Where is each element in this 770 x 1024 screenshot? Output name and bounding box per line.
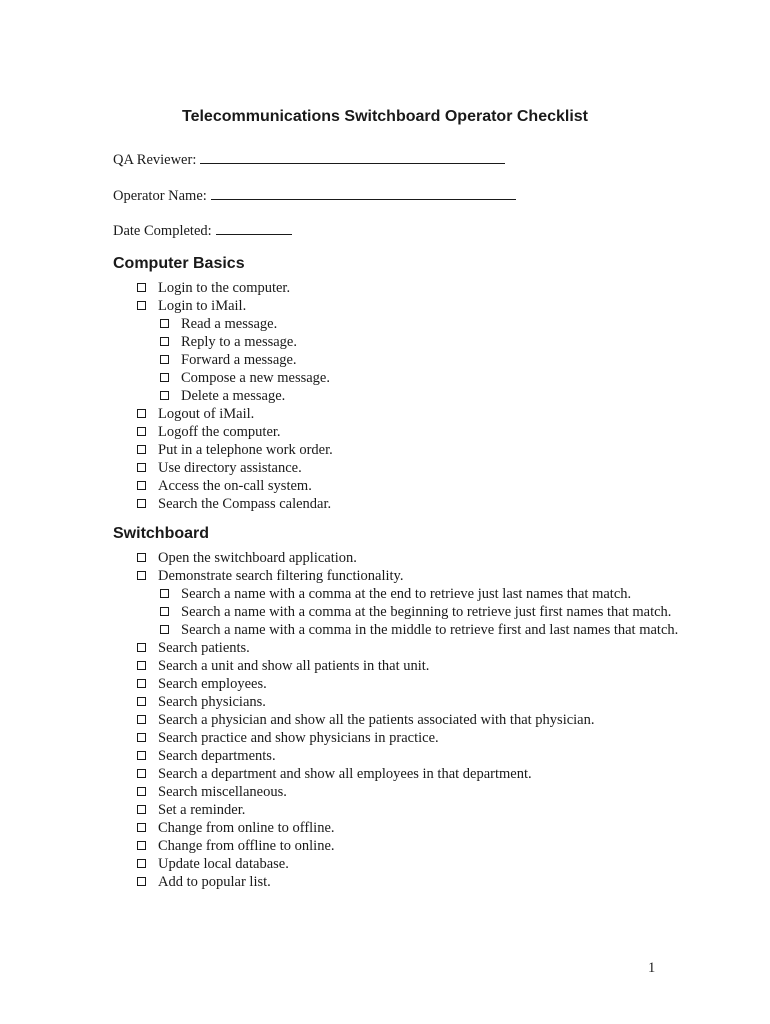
checkbox-icon[interactable] — [137, 409, 146, 418]
checklist-item — [159, 315, 696, 333]
checklist-item-text: Access the on-call system. — [158, 478, 312, 494]
checklist-item — [136, 657, 696, 675]
qa-reviewer-label: QA Reviewer: — [113, 152, 197, 168]
checklist-item-text: Search employees. — [158, 676, 267, 692]
operator-name-label: Operator Name: — [113, 188, 207, 204]
checklist-item-text: Compose a new message. — [181, 370, 330, 386]
checkbox-icon[interactable] — [137, 661, 146, 670]
checklist-item-text: Read a message. — [181, 316, 278, 332]
checklist-item — [136, 495, 696, 513]
checklist-item — [136, 279, 696, 297]
checklist-item — [136, 873, 696, 891]
checklist-item-text: Demonstrate search filtering functionality. — [158, 568, 404, 584]
checklist-item — [136, 711, 696, 729]
checklist-item-text: Change from online to offline. — [158, 820, 335, 836]
checklist-item — [136, 639, 696, 657]
checklist-item — [136, 441, 696, 459]
checklist-computer-basics — [136, 279, 696, 513]
operator-name-blank — [211, 186, 516, 200]
checklist-item-text: Search departments. — [158, 748, 276, 764]
checklist-item-text: Reply to a message. — [181, 334, 297, 350]
checkbox-icon[interactable] — [160, 589, 169, 598]
checkbox-icon[interactable] — [137, 751, 146, 760]
checkbox-icon[interactable] — [137, 445, 146, 454]
checkbox-icon[interactable] — [137, 805, 146, 814]
checklist-item — [136, 477, 696, 495]
date-completed-label: Date Completed: — [113, 223, 212, 239]
checkbox-icon[interactable] — [160, 625, 169, 634]
qa-reviewer-blank — [200, 150, 505, 164]
checklist-item — [159, 585, 696, 603]
checklist-item — [136, 801, 696, 819]
checkbox-icon[interactable] — [137, 841, 146, 850]
checklist-item — [159, 387, 696, 405]
qa-reviewer-field — [113, 150, 505, 169]
checklist-item-text: Login to the computer. — [158, 280, 291, 296]
checkbox-icon[interactable] — [137, 715, 146, 724]
checklist-item — [136, 297, 696, 315]
checkbox-icon[interactable] — [137, 553, 146, 562]
checklist-item — [136, 675, 696, 693]
checkbox-icon[interactable] — [160, 337, 169, 346]
checklist-item-text: Logoff the computer. — [158, 424, 281, 440]
checklist-item — [159, 333, 696, 351]
checkbox-icon[interactable] — [160, 355, 169, 364]
checklist-item — [136, 765, 696, 783]
checklist-item-text: Search a name with a comma at the end to retrieve just last names that match. — [181, 586, 632, 602]
checkbox-icon[interactable] — [137, 571, 146, 580]
operator-name-field — [113, 186, 516, 205]
checklist-item — [159, 621, 696, 639]
checklist-item — [136, 423, 696, 441]
checklist-item-text: Search physicians. — [158, 694, 266, 710]
checklist-item — [136, 693, 696, 711]
checklist-item-text: Search patients. — [158, 640, 250, 656]
checklist-item — [136, 747, 696, 765]
date-completed-blank — [216, 221, 292, 235]
checkbox-icon[interactable] — [137, 823, 146, 832]
checklist-item-text: Search miscellaneous. — [158, 784, 287, 800]
checkbox-icon[interactable] — [160, 391, 169, 400]
checkbox-icon[interactable] — [137, 733, 146, 742]
checklist-item-text: Open the switchboard application. — [158, 550, 357, 566]
checkbox-icon[interactable] — [137, 481, 146, 490]
checkbox-icon[interactable] — [137, 787, 146, 796]
checkbox-icon[interactable] — [137, 283, 146, 292]
checklist-item — [159, 603, 696, 621]
section-heading-switchboard: Switchboard — [113, 525, 210, 542]
checklist-item — [136, 837, 696, 855]
checklist-item — [136, 729, 696, 747]
checkbox-icon[interactable] — [137, 859, 146, 868]
checklist-item-text: Add to popular list. — [158, 874, 271, 890]
checkbox-icon[interactable] — [137, 877, 146, 886]
checklist-item — [136, 567, 696, 585]
checklist-item-text: Login to iMail. — [158, 298, 247, 314]
checklist-item — [136, 819, 696, 837]
checkbox-icon[interactable] — [160, 373, 169, 382]
checklist-item-text: Search a department and show all employees in that department. — [158, 766, 532, 782]
checklist-item — [136, 783, 696, 801]
checkbox-icon[interactable] — [137, 499, 146, 508]
checkbox-icon[interactable] — [137, 697, 146, 706]
document-title: Telecommunications Switchboard Operator Checklist — [181, 108, 588, 125]
checklist-item-text: Search the Compass calendar. — [158, 496, 332, 512]
checkbox-icon[interactable] — [137, 679, 146, 688]
checklist-item — [136, 855, 696, 873]
checklist-item-text: Set a reminder. — [158, 802, 246, 818]
checkbox-icon[interactable] — [160, 319, 169, 328]
checklist-item-text: Search a unit and show all patients in that unit. — [158, 658, 430, 674]
checklist-item-text: Delete a message. — [181, 388, 286, 404]
checkbox-icon[interactable] — [137, 427, 146, 436]
checklist-item — [136, 405, 696, 423]
checklist-item-text: Put in a telephone work order. — [158, 442, 333, 458]
checkbox-icon[interactable] — [137, 301, 146, 310]
checklist-item — [159, 369, 696, 387]
checklist-item-text: Change from offline to online. — [158, 838, 335, 854]
checklist-item-text: Use directory assistance. — [158, 460, 302, 476]
checkbox-icon[interactable] — [160, 607, 169, 616]
checklist-item-text: Search a name with a comma in the middle to retrieve first and last names that match. — [181, 622, 679, 638]
page-number: 1 — [648, 960, 656, 976]
checklist-item-text: Search a physician and show all the patients associated with that physician. — [158, 712, 595, 728]
section-heading-computer-basics: Computer Basics — [113, 255, 245, 272]
date-completed-field — [113, 221, 292, 240]
checklist-switchboard — [136, 549, 696, 891]
checklist-item-text: Logout of iMail. — [158, 406, 255, 422]
checkbox-icon[interactable] — [137, 643, 146, 652]
checkbox-icon[interactable] — [137, 769, 146, 778]
checklist-item-text: Forward a message. — [181, 352, 297, 368]
checklist-item — [136, 459, 696, 477]
checklist-item-text: Search a name with a comma at the beginning to retrieve just first names that match. — [181, 604, 672, 620]
checkbox-icon[interactable] — [137, 463, 146, 472]
checklist-item-text: Update local database. — [158, 856, 289, 872]
checklist-item — [136, 549, 696, 567]
checklist-item-text: Search practice and show physicians in practice. — [158, 730, 439, 746]
checklist-item — [159, 351, 696, 369]
